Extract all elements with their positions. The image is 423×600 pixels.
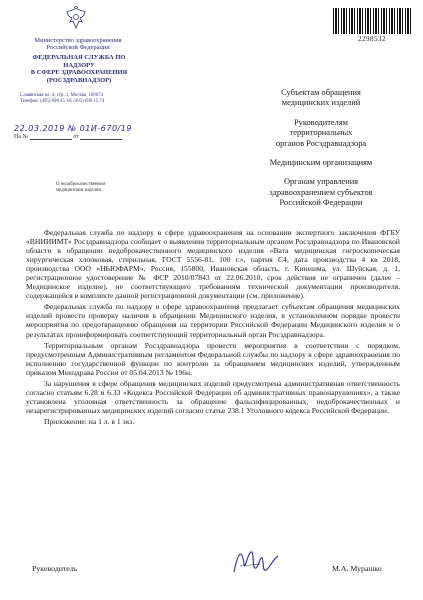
body-paragraph: Территориальным органам Росздравнадзора провести мероприятия в соответствии с порядком, предусмотренным Административным регламентом Федеральной службы по надзору в сфере здравоохранения по исполнению государственной функции по контролю за обращением медицинских изделий, утвержденным приказом Минздрава России от 05.04.2013 № 196н.: [26, 340, 400, 377]
ministry-line: Российской Федерации: [46, 44, 110, 52]
signatory-name: М.А. Мурашко: [332, 564, 382, 573]
addressee: [236, 118, 406, 149]
agency-line: (РОСЗДРАВНАДЗОР): [46, 76, 112, 84]
agency-line: В СФЕРЕ ЗДРАВООХРАНЕНИЯ: [30, 69, 128, 76]
addressee-line: Руководителям: [294, 117, 348, 127]
signatory-position: Руководитель: [32, 564, 78, 573]
reference-no-label: На №: [14, 134, 29, 140]
addressee: [236, 88, 406, 109]
agency-line: ФЕДЕРАЛЬНАЯ СЛУЖБА ПО НАДЗОРУ: [32, 54, 126, 69]
agency-name: [18, 54, 140, 84]
addressee-line: Органам управления: [283, 177, 359, 187]
ministry-line: Министерство здравоохранения: [34, 37, 122, 44]
reference-line: [14, 133, 122, 140]
addressee: [236, 177, 406, 208]
addressee: [236, 158, 406, 168]
addressee-line: Медицинским организациям: [269, 158, 373, 168]
addressee-line: Субъектам обращения: [281, 88, 361, 97]
attachment-note: Приложение: на 1 л. в 1 экз.: [44, 416, 135, 426]
subject-line: медицинском изделии: [56, 187, 102, 193]
barcode-number: 2298532: [358, 35, 386, 43]
body-paragraph: Федеральная служба по надзору в сфере здравоохранения предлагает субъектам обращения медицинских изделий провести проверку наличия в обращении Медицинского изделия, в установленном порядке провести мероприятия по предотвращению обращения на территории Российской Федерации Медицинского изделия и о результатах проинформировать соответствующий территориальный орган Росздравнадзора.: [26, 302, 400, 339]
body-paragraph: За нарушения в сфере обращения медицинских изделий предусмотрена административная ответственность согласно статьям 6.28 и 6.33 «Кодекса Российской Федерации об административных правонарушениях», а также установлена уголовная ответственность за обращение фальсифицированных, недоброкачественных и незарегистрированных медицинских изделий согласно статье 238.1 Уголовного кодекса Российской Федерации.: [26, 378, 400, 415]
handwritten-date: 22.03.2019 № 01И-670/19: [14, 124, 132, 133]
addressee-line: здравоохранением субъектов: [269, 187, 373, 197]
addressee-line: территориальных: [289, 128, 353, 138]
handwritten-signature: [226, 542, 286, 580]
subject-line: О недоброкачественном: [56, 182, 106, 187]
reference-from-label: от: [73, 134, 79, 140]
reference-from-blank: [80, 133, 122, 140]
barcode: [333, 8, 411, 34]
letter-body: [26, 228, 400, 428]
addressee-line: Российской Федерации: [279, 198, 363, 208]
ministry-name: [20, 37, 136, 52]
coat-of-arms-icon: [64, 6, 88, 32]
agency-address: [20, 93, 130, 105]
body-paragraph: Федеральная служба по надзору в сфере здравоохранения на основании экспертного заключения ФГБУ «ВНИИИМТ» Росздравнадзора сообщает о выявлении территориальным органом Росздравнадзора по Ивановской области в обращении недоброкачественного медицинского изделия «Вата медицинская гигроскопическая хирургическая хлопковая, стерильная, ГОСТ 5556-81, 100 г.», партия С4, дата производства 4 кв 2018, производства ООО «НЬЮФАРМ», Россия, 155800, Ивановская область, г. Кинешма, ул. Шуйская, д. 1, регистрационное удостоверение № ФСР 2010/07843 от 22.06.2010, срок действия не ограничен (далее – Медицинское изделие), не соответствующего требованиям технической документации производителя, содержащейся в комплекте данной регистрационной документации (см. приложение).: [26, 228, 400, 301]
address-line: Телефон: (495) 698 45 38; (495) 698 15 74: [20, 99, 105, 104]
addressee-line: органов Росздравнадзора: [275, 138, 367, 148]
date-number-line: [14, 118, 134, 133]
address-line: Славянская пл. 4, стр. 1, Москва, 109074: [20, 93, 103, 98]
letter-subject: [56, 182, 156, 194]
addressee-block: [236, 88, 406, 218]
addressee-line: медицинских изделий: [281, 98, 361, 108]
reference-no-blank: [30, 133, 72, 140]
